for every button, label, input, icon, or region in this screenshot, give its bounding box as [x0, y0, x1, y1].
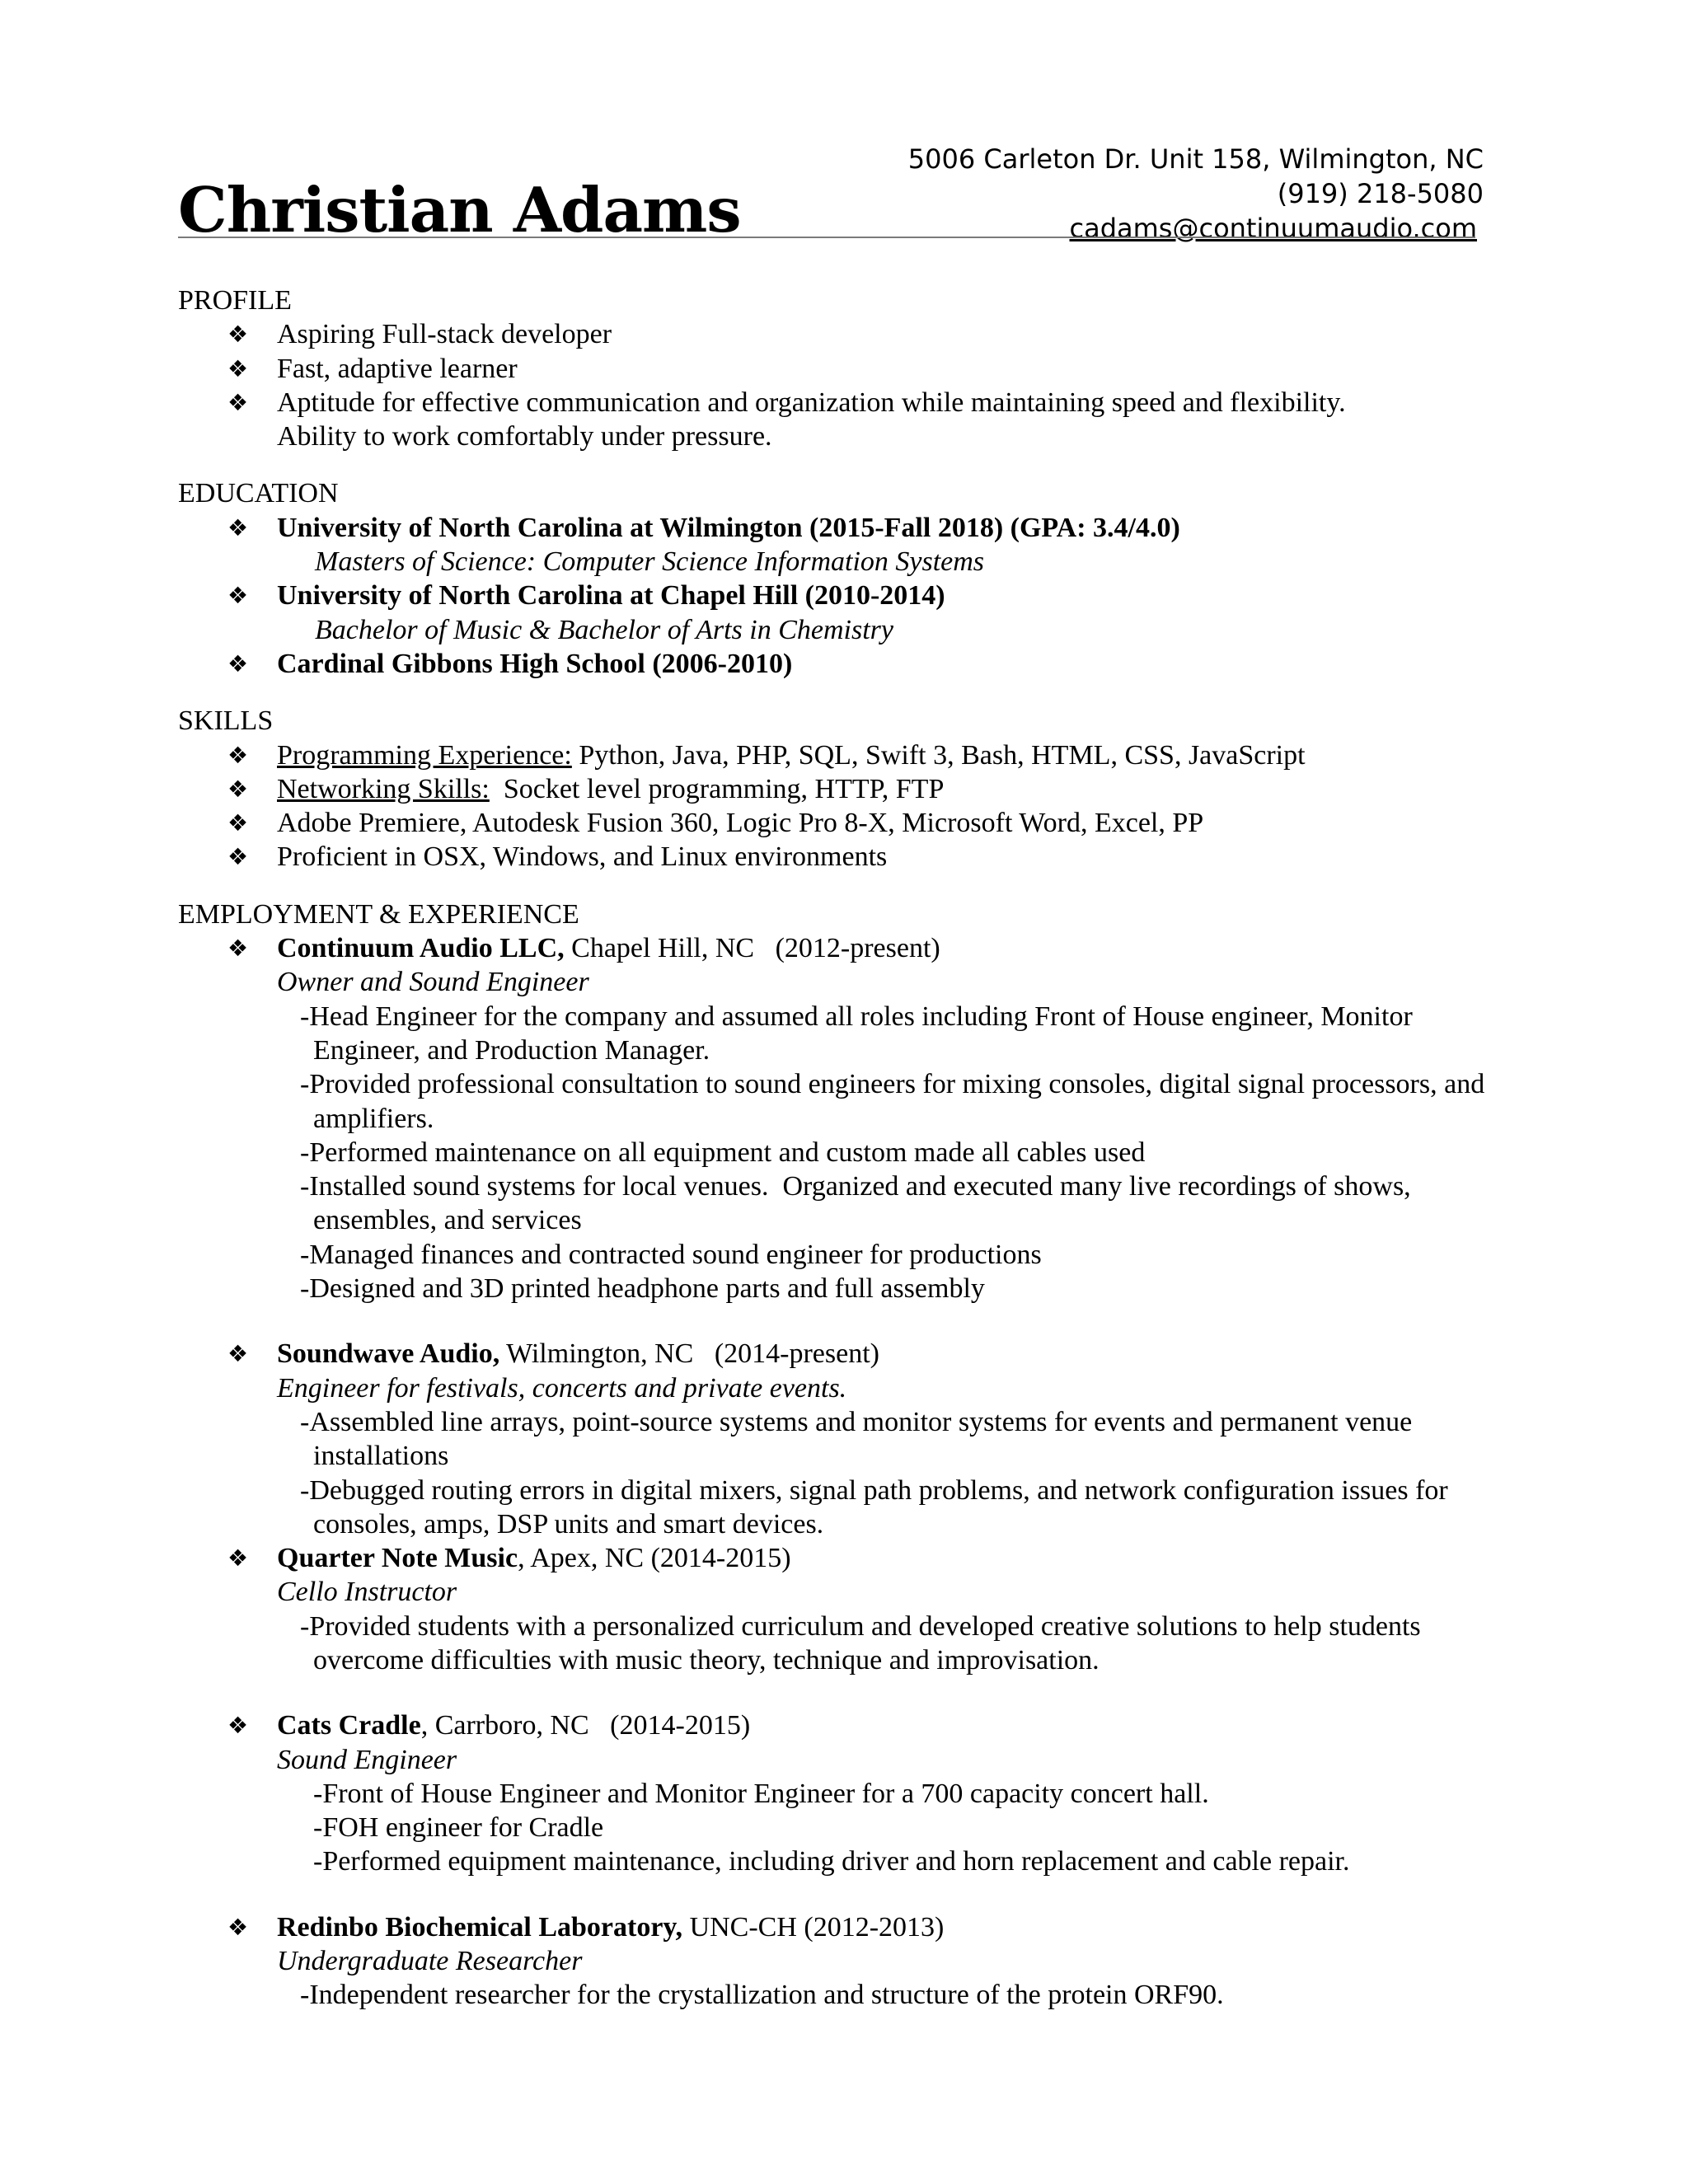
job-location: UNC-CH (2012-2013) — [682, 1911, 945, 1943]
list-item-line: Ability to work comfortably under pressure. — [277, 421, 772, 452]
company-name: Continuum Audio LLC, — [277, 933, 565, 964]
job-location: , Carrboro, NC (2014-2015) — [420, 1710, 751, 1741]
job-detail: -FOH engineer for Cradle — [313, 1812, 604, 1844]
skills-section — [178, 704, 1513, 874]
skill-os: ❖ Proficient in OSX, Windows, and Linux environments — [178, 840, 1513, 874]
company-name: Cats Cradle — [277, 1710, 421, 1741]
school-name: ❖ University of North Carolina at Wilmington (2015-Fall 2018) (GPA: 3.4/4.0) — [178, 511, 1513, 545]
job-detail: -Provided students with a personalized curriculum and developed creative solutions to help students overcome difficulties with music theory, technique and improvisation. — [300, 1610, 1421, 1675]
header-rule — [178, 237, 1475, 238]
skill-label: Networking Skills: — [277, 773, 490, 804]
address: 5006 Carleton Dr. Unit 158, Wilmington, NC — [907, 143, 1484, 175]
job-detail: -Independent researcher for the crystallization and structure of the protein ORF90. — [300, 1980, 1224, 2011]
job-heading — [178, 1910, 1513, 1944]
job-location: Chapel Hill, NC (2012-present) — [564, 933, 940, 964]
job-role: Undergraduate Researcher — [277, 1946, 583, 1977]
job-detail: -Performed equipment maintenance, including driver and horn replacement and cable repair. — [313, 1846, 1350, 1877]
job-heading — [178, 1541, 1513, 1575]
company-name: Quarter Note Music — [277, 1543, 518, 1574]
job-heading — [178, 1708, 1513, 1742]
job-role: Sound Engineer — [277, 1744, 457, 1775]
list-item-line: ❖ Aptitude for effective communication and organization while maintaining speed and flexibility. — [277, 387, 1346, 418]
skill-networking — [178, 772, 1513, 806]
job-location: Wilmington, NC (2014-present) — [499, 1338, 879, 1370]
skill-value: Socket level programming, HTTP, FTP — [489, 773, 945, 804]
profile-section — [178, 284, 1513, 453]
job-role: Engineer for festivals, concerts and private events. — [277, 1372, 847, 1404]
job-detail: -Front of House Engineer and Monitor Engineer for a 700 capacity concert hall. — [313, 1778, 1209, 1809]
school-name: ❖ University of North Carolina at Chapel Hill (2010-2014) — [178, 579, 1513, 612]
list-item: ❖ Fast, adaptive learner — [178, 352, 1513, 386]
section-title-profile: PROFILE — [178, 285, 292, 316]
job-detail: -Installed sound systems for local venues. Organized and executed many live recordings of shows, ensembles, and services — [300, 1171, 1418, 1236]
email-link[interactable]: cadams@continuumaudio.com — [1069, 213, 1477, 244]
candidate-name: Christian Adams — [178, 174, 741, 246]
degree: Masters of Science: Computer Science Information Systems — [315, 546, 985, 578]
list-item — [178, 386, 1513, 454]
education-section — [178, 476, 1513, 681]
section-title-employment: EMPLOYMENT & EXPERIENCE — [178, 898, 579, 930]
job-detail: -Debugged routing errors in digital mixers, signal path problems, and network configuration issues for consoles, amps, DSP units and smart devices. — [300, 1474, 1448, 1540]
company-name: Redinbo Biochemical Laboratory, — [277, 1911, 683, 1943]
job-heading — [178, 1337, 1513, 1371]
phone: (919) 218-5080 — [1277, 178, 1484, 209]
job-detail: -Performed maintenance on all equipment and custom made all cables used — [300, 1137, 1146, 1168]
job-detail: -Head Engineer for the company and assumed all roles including Front of House engineer, Monitor Engineer, and Production Manager. — [300, 1001, 1413, 1066]
skill-label: Programming Experience: — [277, 739, 572, 771]
job-detail: -Managed finances and contracted sound engineer for productions — [300, 1239, 1042, 1270]
company-name: Soundwave Audio, — [277, 1338, 500, 1370]
job-role: Owner and Sound Engineer — [277, 967, 589, 998]
skill-value: Python, Java, PHP, SQL, Swift 3, Bash, HTML, CSS, JavaScript — [571, 739, 1306, 771]
job-detail: -Designed and 3D printed headphone parts and full assembly — [300, 1273, 985, 1305]
section-title-skills: SKILLS — [178, 705, 274, 737]
skill-programming — [178, 738, 1513, 772]
job-detail: -Assembled line arrays, point-source systems and monitor systems for events and permanent venue installations — [300, 1406, 1413, 1472]
school-name: ❖ Cardinal Gibbons High School (2006-2010) — [178, 647, 1513, 681]
section-title-education: EDUCATION — [178, 478, 339, 509]
skill-software: ❖ Adobe Premiere, Autodesk Fusion 360, Logic Pro 8-X, Microsoft Word, Excel, PP — [178, 806, 1513, 840]
job-heading — [178, 931, 1513, 965]
list-item: ❖ Aspiring Full-stack developer — [178, 317, 1513, 351]
resume-content — [178, 284, 1513, 2036]
job-detail: -Provided professional consultation to sound engineers for mixing consoles, digital signal processors, and amplifiers. — [300, 1069, 1485, 1134]
job-location: , Apex, NC (2014-2015) — [518, 1543, 791, 1574]
job-role: Cello Instructor — [277, 1577, 457, 1608]
degree: Bachelor of Music & Bachelor of Arts in Chemistry — [315, 614, 893, 645]
employment-section — [178, 898, 1513, 2013]
contact-block — [908, 142, 1484, 246]
